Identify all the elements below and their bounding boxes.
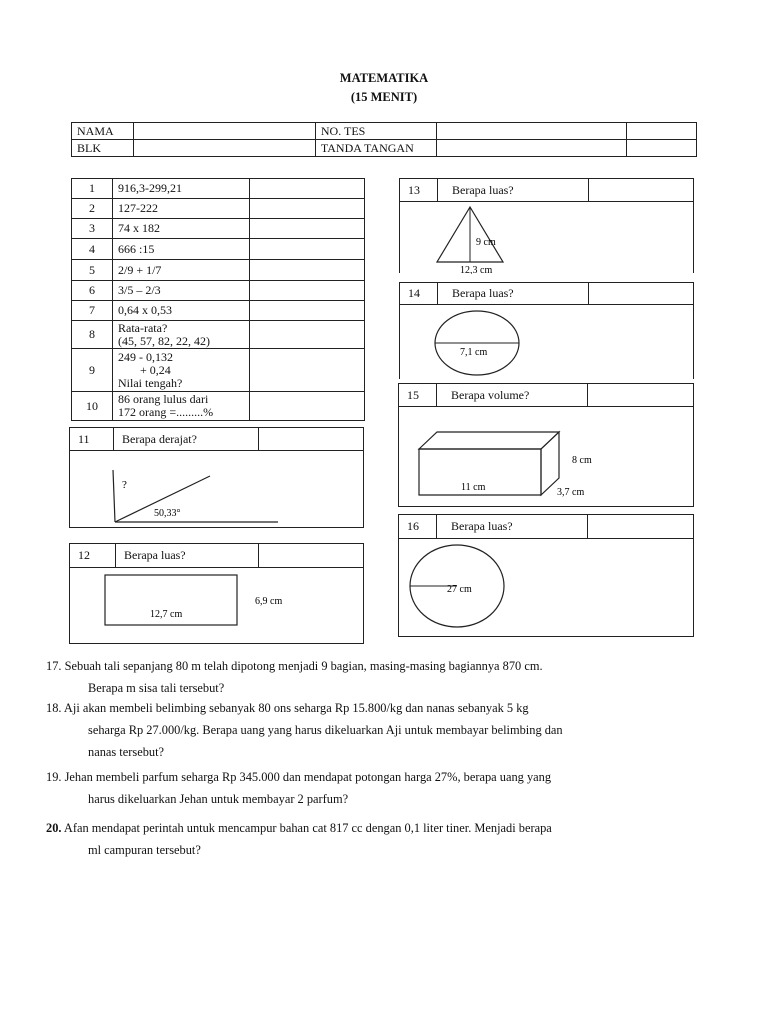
circle-radius-label: 27 cm	[447, 584, 472, 595]
question-13-box	[399, 178, 694, 273]
question-text: 0,64 x 0,53	[113, 301, 250, 321]
signature-field[interactable]	[436, 140, 626, 157]
answer-cell[interactable]	[250, 281, 365, 301]
answer-cell[interactable]	[250, 321, 365, 349]
question-text: Berapa volume?	[451, 387, 530, 402]
question-row	[72, 239, 365, 260]
box-depth-label: 3,7 cm	[557, 487, 585, 498]
question-text: 74 x 182	[113, 219, 250, 239]
angle-figure	[70, 451, 363, 527]
circle-diameter-label: 7,1 cm	[460, 347, 488, 358]
question-number: 9	[72, 349, 113, 392]
answer-cell[interactable]	[250, 239, 365, 260]
answer-cell[interactable]	[250, 392, 365, 421]
answer-cell[interactable]	[258, 428, 259, 450]
word-problem-17: 17. Sebuah tali sepanjang 80 m telah dipotong menjadi 9 bagian, masing-masing bagiannya 870 cm. Berapa m sisa tali tersebut?	[46, 659, 543, 695]
question-text: Berapa luas?	[452, 182, 514, 197]
question-text: Berapa derajat?	[122, 431, 197, 446]
triangle-figure	[400, 202, 693, 274]
word-problem-19: 19. Jehan membeli parfum seharga Rp 345.000 dan mendapat potongan harga 27%, berapa uang yang harus dikeluarkan Jehan untuk membayar 2 parfum?	[46, 770, 552, 806]
box-height-label: 8 cm	[572, 455, 592, 466]
question-number: 8	[72, 321, 113, 349]
question-text: 2/9 + 1/7	[113, 260, 250, 281]
word-problem-20: 20. Afan mendapat perintah untuk mencampur bahan cat 817 cc dengan 0,1 liter tiner. Menjadi berapa ml campuran tersebut?	[46, 821, 552, 857]
question-row	[72, 179, 365, 199]
question-text: Berapa luas?	[451, 519, 513, 533]
answer-cell[interactable]	[587, 384, 588, 406]
question-number: 2	[72, 199, 113, 219]
question-row	[72, 321, 365, 349]
blank-cell	[626, 140, 696, 157]
rect-height-label: 6,9 cm	[255, 596, 283, 607]
rectangle-figure	[70, 568, 363, 643]
question-row	[72, 301, 365, 321]
test-number-field[interactable]	[436, 123, 626, 140]
unknown-angle-label: ?	[122, 479, 127, 491]
answer-cell[interactable]	[250, 349, 365, 392]
question-number: 10	[72, 392, 113, 421]
answer-cell[interactable]	[588, 179, 589, 201]
page-title: MATEMATIKA	[339, 71, 429, 85]
question-row	[72, 219, 365, 239]
circle-radius-figure	[399, 539, 693, 637]
question-number: 5	[72, 260, 113, 281]
word-problem-18: 18. Aji akan membeli belimbing sebanyak 80 ons seharga Rp 15.800/kg dan nanas sebanyak 5 kg seharga Rp 27.000/kg. Berapa uang yang harus dikeluarkan Aji untuk membayar belimbing dan nanas tersebut?	[46, 701, 563, 759]
question-number: 7	[72, 301, 113, 321]
blk-field[interactable]	[133, 140, 315, 157]
question-11-box	[69, 427, 364, 528]
question-number: 11	[78, 431, 90, 446]
answer-cell[interactable]	[250, 199, 365, 219]
question-number: 3	[72, 219, 113, 239]
answer-cell[interactable]	[250, 179, 365, 199]
question-number: 1	[72, 179, 113, 199]
question-12-box	[69, 543, 364, 644]
box-length-label: 11 cm	[461, 482, 486, 493]
question-number: 6	[72, 281, 113, 301]
signature-label: TANDA TANGAN	[315, 140, 436, 157]
question-row	[72, 260, 365, 281]
question-text: 666 :15	[113, 239, 250, 260]
question-15-box	[398, 383, 694, 507]
question-text: Berapa luas?	[452, 286, 514, 300]
identity-table	[71, 122, 697, 157]
question-text: 249 - 0,132 + 0,24 Nilai tengah?	[113, 349, 250, 392]
question-row	[72, 281, 365, 301]
test-number-label: NO. TES	[315, 123, 436, 140]
answer-cell[interactable]	[587, 515, 588, 538]
answer-cell[interactable]	[250, 260, 365, 281]
box-figure	[399, 407, 693, 507]
answer-cell[interactable]	[258, 544, 259, 567]
question-number: 12	[78, 548, 90, 562]
triangle-base-label: 12,3 cm	[460, 265, 493, 274]
question-text: 916,3-299,21	[113, 179, 250, 199]
question-16-box	[398, 514, 694, 637]
question-text: 127-222	[113, 199, 250, 219]
question-text: 3/5 – 2/3	[113, 281, 250, 301]
question-number: 13	[408, 182, 420, 197]
question-number: 4	[72, 239, 113, 260]
rect-width-label: 12,7 cm	[150, 609, 183, 620]
question-text: Rata-rata? (45, 57, 82, 22, 42)	[113, 321, 250, 349]
question-14-box	[399, 282, 694, 379]
short-questions-table	[71, 178, 365, 421]
question-row	[72, 392, 365, 421]
blank-cell	[626, 123, 696, 140]
name-field[interactable]	[133, 123, 315, 140]
question-number: 15	[407, 387, 419, 402]
question-number: 14	[408, 286, 420, 300]
question-text: 86 orang lulus dari 172 orang =.........%	[113, 392, 250, 421]
given-angle-label: 50,33°	[154, 508, 181, 519]
name-label: NAMA	[72, 123, 134, 140]
question-text: Berapa luas?	[124, 548, 186, 562]
question-row	[72, 349, 365, 392]
answer-cell[interactable]	[588, 283, 589, 304]
circle-figure	[400, 305, 693, 380]
triangle-height-label: 9 cm	[476, 237, 496, 248]
answer-cell[interactable]	[250, 219, 365, 239]
blk-label: BLK	[72, 140, 134, 157]
question-number: 16	[407, 519, 419, 533]
answer-cell[interactable]	[250, 301, 365, 321]
question-row	[72, 199, 365, 219]
page-subtitle: (15 MENIT)	[350, 90, 418, 104]
